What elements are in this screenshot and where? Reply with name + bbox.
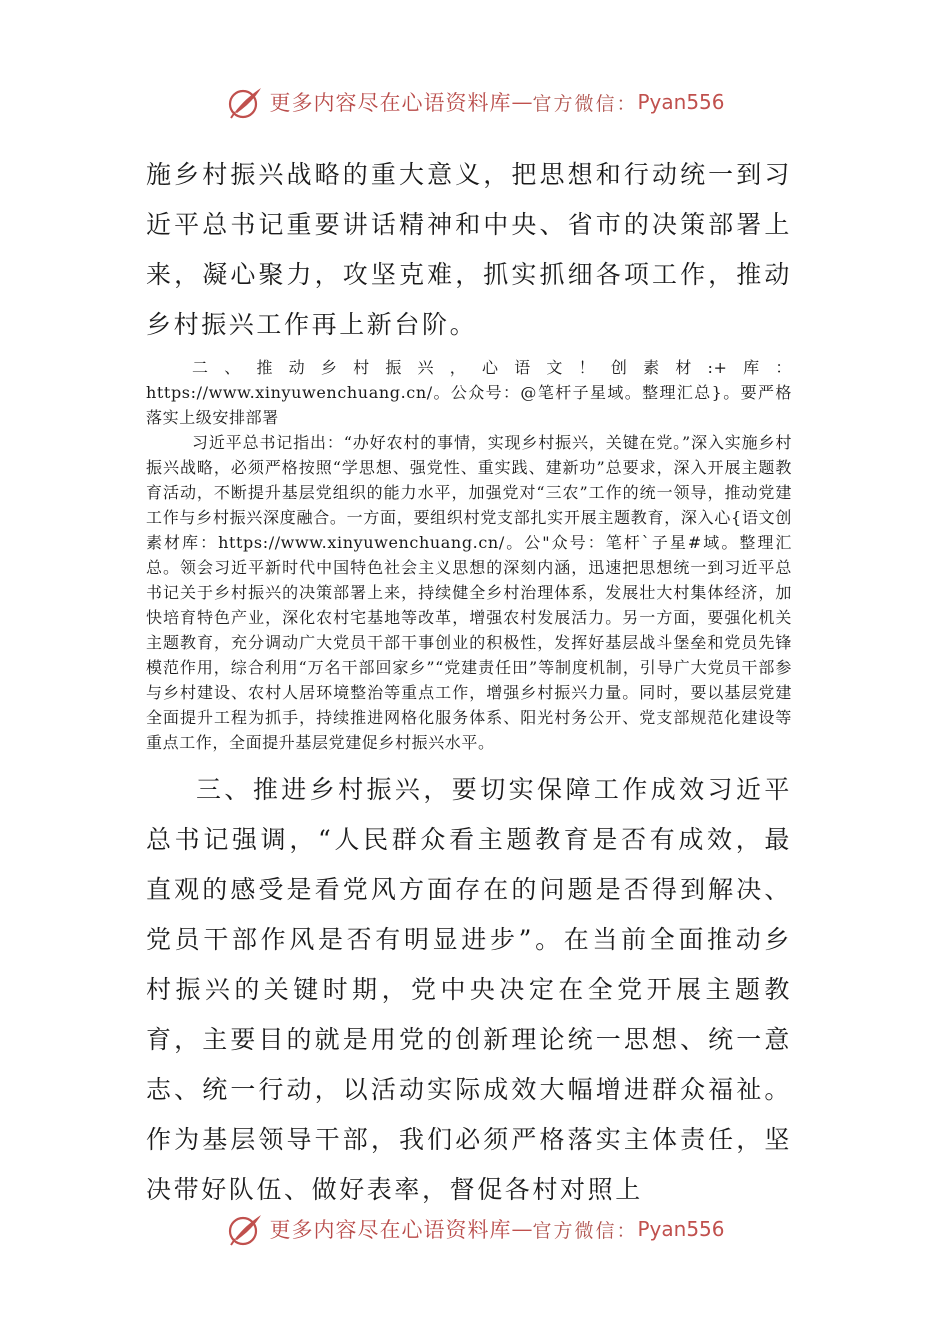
footer-watermark-banner (0, 1207, 950, 1251)
feather-quill-icon (225, 82, 265, 122)
document-body (146, 150, 792, 1215)
banner-separator: — (511, 90, 533, 114)
banner-tag-text: 官方微信： (532, 1219, 638, 1242)
paragraph-4: 三、推进乡村振兴，要切实保障工作成效习近平总书记强调，“人民群众看主题教育是否有成效，最直观的感受是看党风方面存在的问题是否得到解决、党员干部作风是否有明显进步”。在当前全面推动乡村振兴的关键时期，党中央决定在全党开展主题教育，主要目的就是用党的创新理论统一思想、统一意志、统一行动，以活动实际成效大幅增进群众福祉。作为基层领导干部，我们必须严格落实主体责任，坚决带好队伍、做好表率，督促各村对照上 (146, 775, 792, 1204)
banner-wechat-id: Pyan556 (637, 1217, 725, 1241)
paragraph-2-heading: 二、推动乡村振兴，心语文！创素材:+库：https://www.xinyuwenchuang.cn/。公众号：@笔杆子星域。整理汇总}。要严格落实上级安排部署 (146, 358, 792, 427)
feather-quill-icon (225, 1209, 265, 1249)
banner-separator: — (511, 1217, 533, 1241)
header-watermark-banner (0, 80, 950, 124)
banner-tag-text: 官方微信： (532, 92, 638, 115)
banner-main-text: 更多内容尽在心语资料库 (269, 1218, 512, 1242)
banner-wechat-id: Pyan556 (637, 90, 725, 114)
paragraph-3: 习近平总书记指出：“办好农村的事情，实现乡村振兴，关键在党。”深入实施乡村振兴战略，必须严格按照“学思想、强党性、重实践、建新功”总要求，深入开展主题教育活动，不断提升基层党组织的能力水平，加强党对“三农”工作的统一领导，推动党建工作与乡村振兴深度融合。一方面，要组织村党支部扎实开展主题教育，深入心{语文创素材库：https://www.xinyuwenchuang.cn/。公"众号：笔杆`子星#域。整理汇总。领会习近平新时代中国特色社会主义思想的深刻内涵，迅速把思想统一到习近平总书记关于乡村振兴的决策部署上来，持续健全乡村治理体系，发展壮大村集体经济，加快培育特色产业，深化农村宅基地等改革，增强农村发展活力。另一方面，要强化机关主题教育，充分调动广大党员干部干事创业的积极性，发挥好基层战斗堡垒和党员先锋模范作用，综合利用“万名干部回家乡”“党建责任田”等制度机制，引导广大党员干部参与乡村建设、农村人居环境整治等重点工作，增强乡村振兴力量。同时，要以基层党建全面提升工程为抓手，持续推进网格化服务体系、阳光村务公开、党支部规范化建设等重点工作，全面提升基层党建促乡村振兴水平。 (146, 433, 792, 752)
section-two (146, 355, 792, 755)
banner-main-text: 更多内容尽在心语资料库 (269, 91, 512, 115)
paragraph-1: 施乡村振兴战略的重大意义，把思想和行动统一到习近平总书记重要讲话精神和中央、省市的决策部署上来，凝心聚力，攻坚克难，抓实抓细各项工作，推动乡村振兴工作再上新台阶。 (146, 160, 792, 339)
